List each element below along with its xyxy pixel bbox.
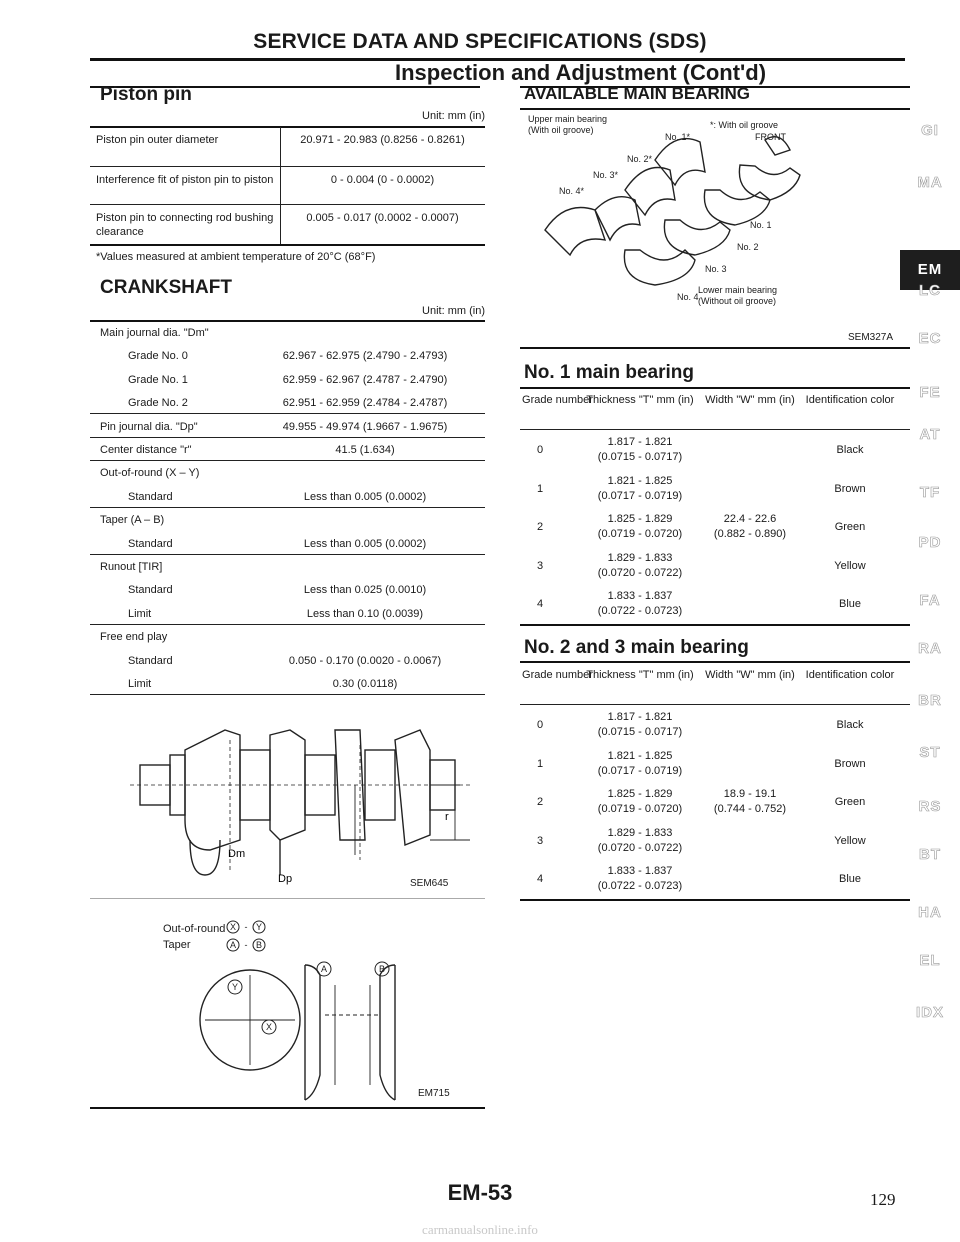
figure-code: SEM327A: [848, 332, 894, 343]
identification-color: Green: [834, 521, 866, 533]
section-tab-pd[interactable]: PD: [918, 534, 942, 551]
section-tab-gi[interactable]: GI: [921, 122, 939, 139]
section-tab-lc[interactable]: LC: [919, 282, 941, 299]
spec-label: Limit: [128, 678, 152, 690]
spec-value: 62.967 - 62.975 (2.4790 - 2.4793): [282, 350, 448, 363]
column-header: Width "W" mm (in): [705, 669, 795, 681]
section-tab-at[interactable]: AT: [919, 426, 941, 443]
spec-label: Standard: [128, 584, 173, 597]
section-tab-idx[interactable]: IDX: [915, 1004, 944, 1021]
header-rule: [520, 429, 910, 430]
spec-value: Less than 0.025 (0.0010): [303, 584, 427, 597]
section-tab-el[interactable]: EL: [919, 952, 941, 969]
spec-label: Main journal dia. "Dm": [100, 327, 209, 339]
divider: [520, 387, 910, 389]
thickness-mm: 1.821 - 1.825: [607, 474, 673, 487]
upper-bearing-label: Upper main bearing (With oil groove): [528, 114, 608, 135]
piston-pin-note: *Values measured at ambient temperature of 20°C (68°F): [96, 251, 376, 263]
column-header: Grade number: [522, 394, 593, 406]
journal-measure-figure: [195, 955, 415, 1105]
column-header: Thickness "T" mm (in): [586, 669, 694, 681]
y-symbol: Y: [231, 982, 239, 992]
row-rule: [90, 554, 485, 555]
grade-number: 0: [536, 444, 544, 456]
identification-color: Black: [836, 444, 864, 456]
row-rule: [90, 204, 485, 205]
column-header: Grade number: [522, 669, 593, 681]
section-tab-st[interactable]: ST: [919, 744, 941, 761]
column-header: Thickness "T" mm (in): [586, 394, 694, 406]
width-in: (0.744 - 0.752): [713, 803, 787, 815]
spec-label: Grade No. 0: [128, 350, 188, 363]
spec-label: Grade No. 1: [128, 373, 188, 386]
spec-value: 20.971 - 20.983 (0.8256 - 0.8261): [300, 134, 465, 146]
spec-value: Less than 0.005 (0.0002): [303, 490, 427, 503]
thickness-in: (0.0715 - 0.0717): [597, 726, 683, 738]
grade-number: 2: [536, 796, 544, 808]
divider: [520, 108, 910, 110]
section-tab-rs[interactable]: RS: [918, 798, 942, 815]
width-in: (0.882 - 0.890): [713, 528, 787, 540]
thickness-mm: 1.817 - 1.821: [607, 711, 673, 723]
identification-color: Yellow: [834, 559, 866, 572]
thickness-in: (0.0722 - 0.0723): [597, 880, 683, 892]
width-mm: 22.4 - 22.6: [723, 513, 777, 525]
grade-number: 3: [536, 834, 544, 847]
oil-groove-note: *: With oil groove: [710, 120, 779, 130]
thickness-in: (0.0717 - 0.0719): [597, 489, 683, 502]
row-rule: [90, 507, 485, 508]
table-top-rule: [90, 320, 485, 322]
table-bottom-rule: [520, 624, 910, 626]
spec-value: 49.955 - 49.974 (1.9667 - 1.9675): [282, 420, 448, 433]
identification-color: Green: [834, 796, 866, 808]
a-symbol: A: [320, 964, 328, 974]
thickness-in: (0.0717 - 0.0719): [597, 764, 683, 777]
spec-value: 62.959 - 62.967 (2.4787 - 2.4790): [282, 373, 448, 386]
spec-label: Runout [TIR]: [100, 561, 163, 573]
spec-value: 41.5 (1.634): [335, 444, 395, 456]
front-label: FRONT: [755, 132, 786, 142]
identification-color: Yellow: [834, 834, 866, 847]
grade-number: 4: [536, 873, 544, 885]
spec-label: Standard: [128, 654, 173, 667]
column-header: Identification color: [805, 394, 895, 406]
section-tab-em[interactable]: EM: [900, 250, 960, 290]
spec-label: Out-of-round (X – Y): [100, 467, 200, 480]
dash-symbol: -: [244, 940, 248, 950]
bearing-figure: [525, 130, 825, 310]
x-symbol: X: [229, 922, 237, 932]
table-bottom-rule: [520, 899, 910, 901]
identification-color: Brown: [834, 482, 866, 495]
grade-number: 1: [536, 757, 544, 770]
crankshaft-figure: [130, 710, 480, 890]
row-rule: [90, 166, 485, 167]
dm-label: Dm: [228, 848, 246, 860]
thickness-in: (0.0719 - 0.0720): [597, 528, 683, 540]
a-symbol: A: [229, 940, 237, 950]
spec-label: Free end play: [100, 631, 168, 644]
thickness-in: (0.0720 - 0.0722): [597, 566, 683, 579]
table-bottom-rule: [90, 244, 485, 246]
lower-no4: No. 4: [677, 292, 699, 302]
thickness-mm: 1.833 - 1.837: [607, 865, 673, 877]
watermark: carmanualsonline.info: [422, 1222, 538, 1237]
spec-value: Less than 0.10 (0.0039): [306, 607, 424, 620]
header-rule: [520, 704, 910, 705]
thickness-in: (0.0715 - 0.0717): [597, 451, 683, 463]
identification-color: Black: [836, 719, 864, 731]
upper-no3: No. 3*: [593, 170, 619, 180]
section-tab-fe[interactable]: FE: [919, 384, 941, 401]
row-rule: [90, 694, 485, 695]
page-number: 129: [870, 1190, 896, 1209]
section-subtitle: Inspection and Adjustment (Cont'd): [395, 60, 767, 85]
section-tab-ma[interactable]: MA: [917, 174, 943, 191]
upper-no2: No. 2*: [627, 154, 653, 164]
x-symbol: X: [265, 1022, 273, 1032]
spec-label: Pin journal dia. "Dp": [100, 420, 198, 433]
thickness-in: (0.0722 - 0.0723): [597, 605, 683, 617]
table-divider: [280, 127, 281, 245]
section-tab-ra[interactable]: RA: [918, 640, 942, 657]
section-tab-ec[interactable]: EC: [918, 330, 942, 347]
taper-label: Taper: [163, 939, 191, 951]
width-mm: 18.9 - 19.1: [723, 788, 777, 800]
figure-code: EM715: [418, 1088, 450, 1099]
spec-value: 0.30 (0.0118): [332, 678, 398, 690]
thickness-mm: 1.817 - 1.821: [607, 436, 673, 448]
spec-label: Piston pin to connecting rod bushing clearance: [96, 212, 274, 238]
identification-color: Blue: [838, 873, 862, 885]
no23-bearing-title: No. 2 and 3 main bearing: [524, 637, 749, 658]
thickness-mm: 1.829 - 1.833: [607, 826, 673, 839]
dp-label: Dp: [278, 873, 293, 885]
thickness-mm: 1.825 - 1.829: [607, 513, 673, 525]
column-header: Identification color: [805, 669, 895, 681]
section-tab-ha[interactable]: HA: [918, 904, 942, 921]
dash-symbol: -: [244, 922, 248, 932]
thickness-in: (0.0720 - 0.0722): [597, 841, 683, 854]
row-rule: [90, 437, 485, 438]
spec-label: Standard: [128, 490, 173, 503]
spec-value: 0 - 0.004 (0 - 0.0002): [330, 174, 435, 186]
section-tab-bt[interactable]: BT: [919, 846, 941, 863]
thickness-in: (0.0719 - 0.0720): [597, 803, 683, 815]
thickness-mm: 1.833 - 1.837: [607, 590, 673, 602]
upper-no1: No. 1*: [665, 132, 691, 142]
y-symbol: Y: [255, 922, 263, 932]
no1-bearing-title: No. 1 main bearing: [524, 362, 694, 383]
r-label: r: [445, 811, 449, 823]
b-symbol: B: [255, 940, 263, 950]
row-rule: [90, 413, 485, 414]
spec-value: 62.951 - 62.959 (2.4784 - 2.4787): [282, 397, 448, 410]
spec-label: Piston pin outer diameter: [96, 134, 219, 146]
out-of-round-label: Out-of-round: [163, 923, 226, 935]
lower-no3: No. 3: [705, 264, 727, 274]
upper-no4: No. 4*: [559, 186, 585, 196]
crankshaft-title: CRANKSHAFT: [100, 277, 232, 298]
section-tab-br[interactable]: BR: [918, 692, 942, 709]
spec-label: Interference fit of piston pin to piston: [96, 174, 274, 186]
spec-value: 0.050 - 0.170 (0.0020 - 0.0067): [288, 654, 442, 667]
spec-value: 0.005 - 0.017 (0.0002 - 0.0007): [306, 212, 459, 224]
lower-no2: No. 2: [737, 242, 759, 252]
b-symbol: B: [378, 964, 386, 974]
divider: [520, 661, 910, 663]
lower-no1: No. 1: [750, 220, 772, 230]
identification-color: Blue: [838, 598, 862, 610]
thickness-mm: 1.829 - 1.833: [607, 551, 673, 564]
thickness-mm: 1.825 - 1.829: [607, 788, 673, 800]
spec-label: Center distance "r": [100, 444, 192, 456]
lower-bearing-label: Lower main bearing (Without oil groove): [698, 285, 778, 306]
measurement-legend: [225, 918, 285, 956]
page-code: EM-53: [447, 1180, 513, 1205]
grade-number: 3: [536, 559, 544, 572]
spec-value: Less than 0.005 (0.0002): [303, 537, 427, 550]
grade-number: 4: [536, 598, 544, 610]
row-rule: [90, 460, 485, 461]
grade-number: 0: [536, 719, 544, 731]
spec-label: Standard: [128, 537, 173, 550]
figure-code: SEM645: [410, 878, 449, 889]
piston-pin-title: Piston pin: [100, 84, 192, 105]
section-tab-tf[interactable]: TF: [919, 484, 941, 501]
divider: [520, 347, 910, 349]
figure-divider: [90, 898, 485, 899]
thickness-mm: 1.821 - 1.825: [607, 749, 673, 762]
spec-label: Taper (A – B): [100, 514, 165, 527]
available-main-bearing-title: AVAILABLE MAIN BEARING: [524, 84, 751, 103]
section-header: SERVICE DATA AND SPECIFICATIONS (SDS): [253, 30, 707, 53]
spec-label: Grade No. 2: [128, 397, 188, 410]
piston-pin-unit: Unit: mm (in): [422, 110, 485, 122]
row-rule: [90, 624, 485, 625]
table-top-rule: [90, 126, 485, 128]
bottom-rule: [90, 1107, 485, 1109]
section-tab-fa[interactable]: FA: [919, 592, 941, 609]
crankshaft-unit: Unit: mm (in): [422, 305, 485, 317]
spec-label: Limit: [128, 607, 152, 620]
identification-color: Brown: [834, 757, 866, 770]
column-header: Width "W" mm (in): [705, 394, 795, 406]
grade-number: 1: [536, 482, 544, 495]
grade-number: 2: [536, 521, 544, 533]
